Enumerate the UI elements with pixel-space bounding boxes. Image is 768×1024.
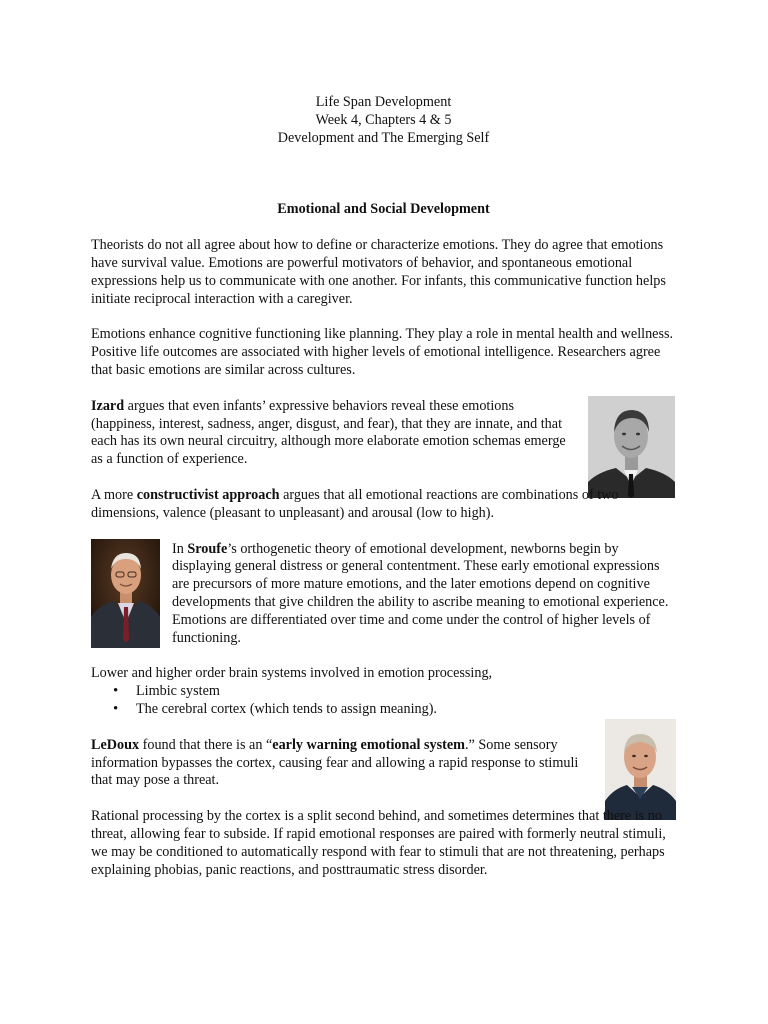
constructivist-text: argues that all emotional reactions are combinations of two dimensions, valence (pleasant to unpleasant) and arousal (low to high). (91, 486, 619, 521)
paragraph-ledoux (91, 737, 596, 790)
paragraph-brain-systems-intro: Lower and higher order brain systems involved in emotion processing, (91, 665, 493, 682)
izard-name: Izard (91, 397, 125, 414)
izard-text: argues that even infants’ expressive behaviors reveal these emotions (happiness, interest, sadness, anger, disgust, and fear), that they are innate, and that each has its own neural circuitry, although more elaborate emotion schemas emerge as a function of experience. (91, 397, 566, 468)
paragraph-rational-processing: Rational processing by the cortex is a split second behind, and sometimes determines that there is no threat, allowing fear to subside. If rapid emotional responses are paired with formerly neutral stimuli, we may be conditioned to automatically respond with fear to stimuli that are not threatening, perhaps explaining phobias, panic reactions, and posttraumatic stress disorder. (91, 808, 666, 878)
brain-systems-list (91, 683, 676, 719)
paragraph-sroufe (172, 541, 676, 648)
paragraph-cognitive-functioning: Emotions enhance cognitive functioning like planning. They play a role in mental health and wellness. Positive life outcomes are associated with higher levels of emotional intelligence. Researchers agree that basic emotions are similar across cultures. (91, 326, 674, 378)
paragraph-constructivist (91, 487, 676, 523)
ledoux-text-b: .” Some sensory information bypasses the cortex, causing fear and allowing a rapid response to stimuli that may pose a threat. (91, 736, 579, 789)
unit-title: Development and The Emerging Self (277, 129, 490, 146)
sroufe-intro: In (172, 540, 188, 557)
sroufe-text: ’s orthogenetic theory of emotional development, newborns begin by displaying general distress or general contentment. These early emotional expressions are precursors of more mature emotions, and the later emotions depend on cognitive developments that give children the ability to ascribe meaning to emotional experience. Emotions are differentiated over time and come under the control of higher levels of functioning. (172, 540, 669, 646)
ledoux-text-a: found that there is an “ (139, 736, 273, 753)
section-heading: Emotional and Social Development (277, 201, 490, 218)
sroufe-name: Sroufe (187, 540, 228, 557)
document-page (91, 94, 676, 879)
list-item: • The cerebral cortex (which tends to assign meaning). (136, 701, 676, 719)
early-warning-term: early warning emotional system (272, 736, 465, 753)
week-chapters: Week 4, Chapters 4 & 5 (315, 111, 452, 128)
list-item: • Limbic system (136, 683, 676, 701)
course-title: Life Span Development (315, 94, 452, 110)
constructivist-intro: A more (91, 486, 137, 503)
constructivist-term: constructivist approach (136, 486, 280, 503)
document-header (91, 94, 676, 147)
paragraph-survival-value: Theorists do not all agree about how to define or characterize emotions. They do agree that emotions have survival value. Emotions are powerful motivators of behavior, and spontaneous emotional expressions help us to communicate with one another. For infants, this communicative function helps initiate reciprocal interaction with a caregiver. (91, 237, 666, 307)
ledoux-name: LeDoux (91, 736, 140, 753)
paragraph-izard (91, 398, 581, 469)
